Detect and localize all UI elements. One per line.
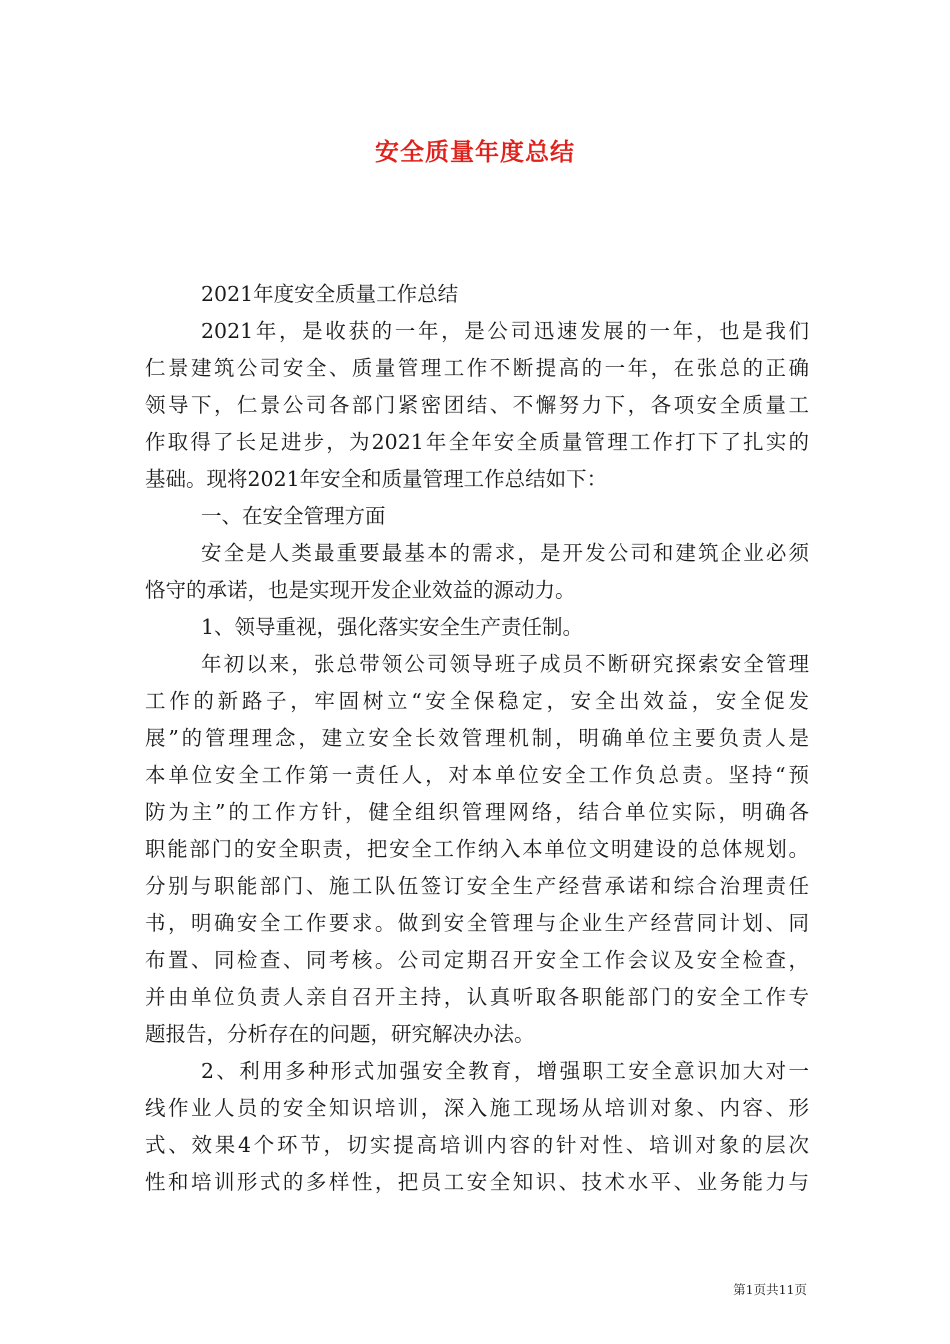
subsection-heading: 1、领导重视，强化落实安全生产责任制。 (201, 615, 584, 639)
page-footer: 第1页共11页 (733, 1282, 807, 1297)
paragraph-line: 职能部门的安全职责，把安全工作纳入本单位文明建设的总体规划。 (145, 837, 809, 861)
paragraph-line: 式、效果4个环节，切实提高培训内容的针对性、培训对象的层次 (145, 1133, 809, 1157)
paragraph-line: 领导下，仁景公司各部门紧密团结、不懈努力下，各项安全质量工 (145, 393, 809, 417)
subsection-heading: 2、利用多种形式加强安全教育，增强职工安全意识加大对一 (201, 1059, 809, 1083)
paragraph-line: 分别与职能部门、施工队伍签订安全生产经营承诺和综合治理责任 (145, 874, 809, 898)
document-body (145, 276, 809, 1201)
paragraph-line: 本单位安全工作第一责任人，对本单位安全工作负总责。坚持“预 (145, 763, 809, 787)
paragraph-line: 展”的管理理念，建立安全长效管理机制，明确单位主要负责人是 (145, 726, 809, 750)
paragraph-line: 仁景建筑公司安全、质量管理工作不断提高的一年，在张总的正确 (145, 356, 809, 380)
paragraph-line: 安全是人类最重要最基本的需求，是开发公司和建筑企业必须 (201, 541, 809, 565)
paragraph-line: 书，明确安全工作要求。做到安全管理与企业生产经营同计划、同 (145, 911, 809, 935)
paragraph-line: 作取得了长足进步，为2021年全年安全质量管理工作打下了扎实的 (145, 430, 809, 454)
paragraph-line: 题报告，分析存在的问题，研究解决办法。 (145, 1022, 535, 1046)
paragraph-line: 防为主”的工作方针，健全组织管理网络，结合单位实际，明确各 (145, 800, 809, 824)
paragraph-line: 年初以来，张总带领公司领导班子成员不断研究探索安全管理 (201, 652, 809, 676)
paragraph-line: 性和培训形式的多样性，把员工安全知识、技术水平、业务能力与 (145, 1170, 809, 1194)
paragraph-line: 布置、同检查、同考核。公司定期召开安全工作会议及安全检查， (145, 948, 809, 972)
paragraph-line: 基础。现将2021年安全和质量管理工作总结如下： (145, 467, 608, 491)
paragraph-line: 线作业人员的安全知识培训，深入施工现场从培训对象、内容、形 (145, 1096, 809, 1120)
document-title: 安全质量年度总结 (375, 138, 575, 166)
paragraph-line: 2021年，是收获的一年，是公司迅速发展的一年，也是我们 (201, 319, 809, 343)
paragraph-line: 工作的新路子，牢固树立“安全保稳定，安全出效益，安全促发 (145, 689, 809, 713)
subtitle-line: 2021年度安全质量工作总结 (201, 282, 459, 306)
paragraph-line: 并由单位负责人亲自召开主持，认真听取各职能部门的安全工作专 (145, 985, 809, 1009)
section-heading: 一、在安全管理方面 (201, 504, 386, 528)
paragraph-line: 恪守的承诺，也是实现开发企业效益的源动力。 (145, 578, 576, 602)
